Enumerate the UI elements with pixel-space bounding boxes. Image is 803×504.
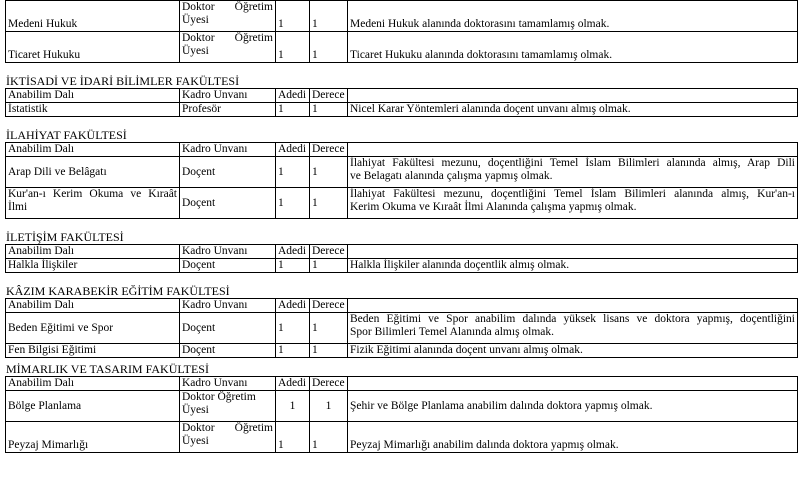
grade-cell: 1: [310, 422, 348, 453]
faculty-heading: MİMARLIK VE TASARIM FAKÜLTESİ: [6, 362, 209, 376]
dept-cell: Kur'an-ı Kerim Okuma ve Kıraât İlmi: [6, 188, 180, 219]
title-cell: Doçent: [180, 259, 276, 273]
dept-cell: Beden Eğitimi ve Spor: [6, 313, 180, 344]
grade-cell: 1: [310, 1, 348, 32]
title-cell: Doktor Öğretim Üyesi: [180, 1, 276, 32]
header-count: Adedi: [276, 143, 310, 157]
header-dept: Anabilim Dalı: [6, 89, 180, 103]
dept-cell: Medeni Hukuk: [6, 1, 180, 32]
faculty-heading: KÂZIM KARABEKİR EĞİTİM FAKÜLTESİ: [6, 284, 230, 298]
table-row: [6, 188, 798, 219]
table-row: [6, 1, 798, 32]
title-cell: Doçent: [180, 313, 276, 344]
count-cell: 1: [276, 32, 310, 63]
iletisim-table: [5, 244, 798, 273]
requirement-cell: Ticaret Hukuku alanında doktorasını tamamlamış olmak.: [348, 32, 798, 63]
header-requirement: [348, 299, 798, 313]
iibf-table: [5, 88, 798, 117]
header-row: [6, 89, 798, 103]
header-title: Kadro Unvanı: [180, 245, 276, 259]
header-row: [6, 245, 798, 259]
header-dept: Anabilim Dalı: [6, 245, 180, 259]
title-cell: Doçent: [180, 344, 276, 358]
ilahiyat-table: [5, 142, 798, 219]
header-dept: Anabilim Dalı: [6, 377, 180, 391]
requirement-cell: Şehir ve Bölge Planlama anabilim dalında doktora yapmış olmak.: [348, 391, 798, 422]
dept-cell: Arap Dili ve Belâgatı: [6, 157, 180, 188]
header-dept: Anabilim Dalı: [6, 143, 180, 157]
requirement-cell: Peyzaj Mimarlığı anabilim dalında doktora yapmış olmak.: [348, 422, 798, 453]
grade-cell: 1: [310, 157, 348, 188]
grade-cell: 1: [310, 391, 348, 422]
dept-cell: Fen Bilgisi Eğitimi: [6, 344, 180, 358]
header-grade: Derece: [310, 89, 348, 103]
faculty-heading: İLAHİYAT FAKÜLTESİ: [6, 128, 127, 142]
law-faculty-table: [5, 0, 798, 63]
table-row: [6, 344, 798, 358]
header-title: Kadro Unvanı: [180, 89, 276, 103]
table-row: [6, 259, 798, 273]
grade-cell: 1: [310, 103, 348, 117]
faculty-heading: İKTİSADİ VE İDARİ BİLİMLER FAKÜLTESİ: [6, 74, 240, 88]
count-cell: 1: [276, 188, 310, 219]
count-cell: 1: [276, 157, 310, 188]
header-requirement: [348, 377, 798, 391]
count-cell: 1: [276, 103, 310, 117]
requirement-cell: Beden Eğitimi ve Spor anabilim dalında yüksek lisans ve doktora yapmış, doçentliğini Spor Bilimleri Temel Alanında almış olmak.: [348, 313, 798, 344]
header-count: Adedi: [276, 377, 310, 391]
title-cell: Doktor Öğretim Üyesi: [180, 391, 276, 422]
grade-cell: 1: [310, 313, 348, 344]
header-row: [6, 377, 798, 391]
header-grade: Derece: [310, 377, 348, 391]
count-cell: 1: [276, 259, 310, 273]
count-cell: 1: [276, 1, 310, 32]
table-row: [6, 313, 798, 344]
count-cell: 1: [276, 313, 310, 344]
grade-cell: 1: [310, 188, 348, 219]
header-row: [6, 299, 798, 313]
dept-cell: Ticaret Hukuku: [6, 32, 180, 63]
title-cell: Profesör: [180, 103, 276, 117]
header-dept: Anabilim Dalı: [6, 299, 180, 313]
dept-cell: Halkla İlişkiler: [6, 259, 180, 273]
header-row: [6, 143, 798, 157]
count-cell: 1: [276, 422, 310, 453]
grade-cell: 1: [310, 259, 348, 273]
requirement-cell: Nicel Karar Yöntemleri alanında doçent unvanı almış olmak.: [348, 103, 798, 117]
count-cell: 1: [276, 344, 310, 358]
table-row: [6, 32, 798, 63]
kazim-table: [5, 298, 798, 358]
requirement-cell: Medeni Hukuk alanında doktorasını tamamlamış olmak.: [348, 1, 798, 32]
header-requirement: [348, 245, 798, 259]
header-requirement: [348, 143, 798, 157]
mimarlik-table: [5, 376, 798, 453]
header-count: Adedi: [276, 245, 310, 259]
title-cell: Doçent: [180, 157, 276, 188]
table-row: [6, 422, 798, 453]
header-grade: Derece: [310, 143, 348, 157]
header-title: Kadro Unvanı: [180, 299, 276, 313]
faculty-heading: İLETİŞİM FAKÜLTESİ: [6, 230, 124, 244]
header-title: Kadro Unvanı: [180, 143, 276, 157]
requirement-cell: İlahiyat Fakültesi mezunu, doçentliğini Temel İslam Bilimleri alanında almış, Arap Dili ve Belagatı alanında çalışma yapmış olmak.: [348, 157, 798, 188]
title-cell: Doktor Öğretim Üyesi: [180, 32, 276, 63]
table-row: [6, 391, 798, 422]
header-requirement: [348, 89, 798, 103]
title-cell: Doktor Öğretim Üyesi: [180, 422, 276, 453]
grade-cell: 1: [310, 344, 348, 358]
dept-cell: İstatistik: [6, 103, 180, 117]
title-cell: Doçent: [180, 188, 276, 219]
header-count: Adedi: [276, 89, 310, 103]
grade-cell: 1: [310, 32, 348, 63]
requirement-cell: Halkla İlişkiler alanında doçentlik almış olmak.: [348, 259, 798, 273]
table-row: [6, 157, 798, 188]
count-cell: 1: [276, 391, 310, 422]
header-grade: Derece: [310, 299, 348, 313]
header-grade: Derece: [310, 245, 348, 259]
header-count: Adedi: [276, 299, 310, 313]
requirement-cell: Fizik Eğitimi alanında doçent unvanı almış olmak.: [348, 344, 798, 358]
header-title: Kadro Unvanı: [180, 377, 276, 391]
requirement-cell: İlahiyat Fakültesi mezunu, doçentliğini Temel İslam Bilimleri alanında almış, Kur'an-ı Kerim Okuma ve Kıraât İlmi Alanında çalışma yapmış olmak.: [348, 188, 798, 219]
dept-cell: Bölge Planlama: [6, 391, 180, 422]
table-row: [6, 103, 798, 117]
dept-cell: Peyzaj Mimarlığı: [6, 422, 180, 453]
